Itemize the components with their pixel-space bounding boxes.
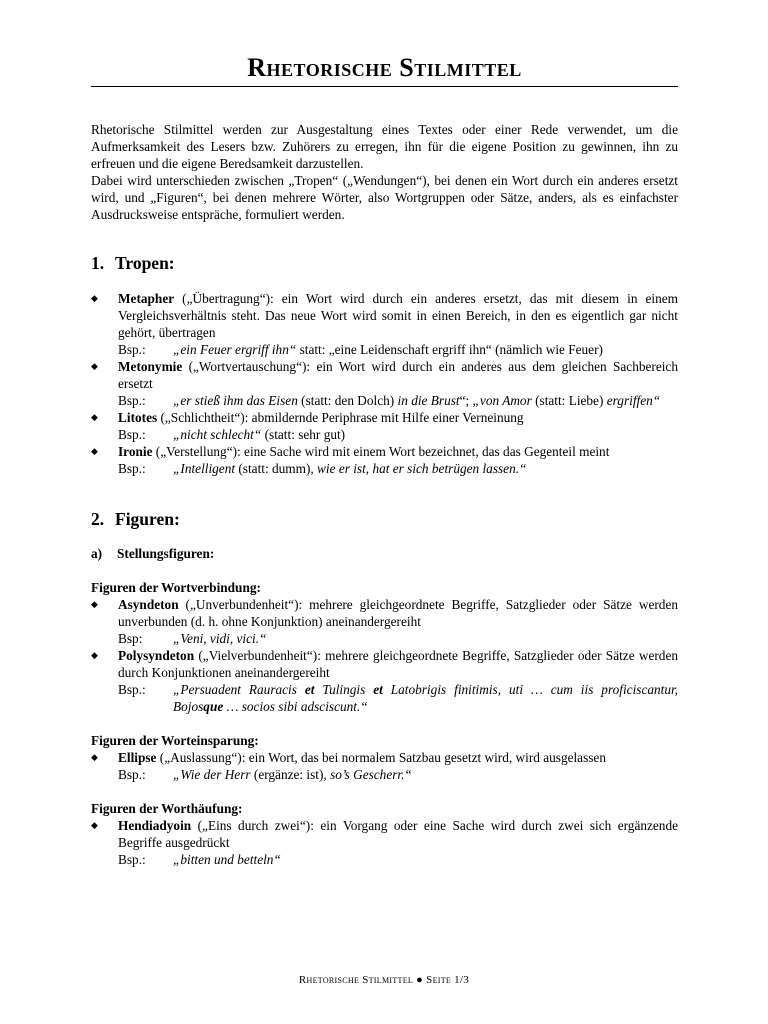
title-rule	[91, 86, 678, 87]
term: Asyndeton	[118, 597, 179, 612]
section-heading-tropen	[91, 253, 678, 273]
bullet-icon: ◆	[91, 446, 98, 456]
tropen-list	[91, 290, 678, 477]
term: Metonymie	[118, 359, 183, 374]
list-item-hendiadyoin	[91, 817, 678, 868]
term: Litotes	[118, 410, 158, 425]
example	[118, 766, 678, 783]
term: Hendiadyoin	[118, 818, 192, 833]
example-label: Bsp.:	[118, 461, 146, 476]
term: Polysyndeton	[118, 648, 195, 663]
example	[118, 851, 678, 868]
example-label: Bsp.:	[118, 767, 146, 782]
document-title: Rhetorische Stilmittel	[247, 53, 522, 82]
definition: („Wortvertauschung“): ein Wort wird durch ein anderes aus dem gleichen Sachbereich ersetzt	[118, 359, 678, 391]
definition: („Übertragung“): ein Wort wird durch ein anderes ersetzt, das mit diesem in einem Vergleichsverhältnis steht. Das neue Wort wird somit in einen Bereich, in den es eigentlich gar nicht gehört, übertragen	[118, 291, 678, 340]
list-item-ironie	[91, 443, 678, 477]
group-heading-wortverbindung: Figuren der Wortverbindung:	[91, 580, 261, 595]
example-label: Bsp.:	[118, 342, 146, 357]
section-number: 2.	[91, 509, 105, 529]
example-label: Bsp.:	[118, 393, 146, 408]
definition: („Auslassung“): ein Wort, das bei normalem Satzbau gesetzt wird, wird ausgelassen	[156, 750, 606, 765]
bullet-icon: ◆	[91, 361, 98, 371]
list-item-metapher	[91, 290, 678, 358]
example-text: „nicht schlecht“ (statt: sehr gut)	[173, 427, 346, 442]
worthaeufung-list	[91, 817, 678, 868]
example	[118, 630, 678, 647]
term: Ironie	[118, 444, 153, 459]
list-item-asyndeton	[91, 596, 678, 647]
list-item-metonymie	[91, 358, 678, 409]
subsection-title: Stellungsfiguren:	[117, 546, 215, 561]
example	[118, 341, 678, 358]
term: Ellipse	[118, 750, 157, 765]
example-text: „er stieß ihm das Eisen (statt: den Dolch) in die Brust“; „von Amor (statt: Liebe) ergriffen“	[173, 393, 661, 408]
section-title: Figuren:	[115, 509, 180, 529]
example	[118, 681, 678, 715]
term: Metapher	[118, 291, 175, 306]
section-number: 1.	[91, 253, 105, 273]
example-text: „Persuadent Rauracis et Tulingis et Latobrigis finitimis, uti … cum iis proficiscantur, Bojosque … socios sibi adsciscunt.“	[173, 682, 679, 714]
section-heading-figuren	[91, 509, 678, 529]
example-label: Bsp.:	[118, 682, 146, 697]
document-page	[91, 52, 678, 868]
footer-title: Rhetorische Stilmittel	[298, 974, 414, 986]
definition: („Vielverbundenheit“): mehrere gleichgeordnete Begriffe, Satzglieder oder Sätze werden durch Konjunktionen aneinandergereiht	[118, 648, 678, 680]
example	[118, 392, 678, 409]
bullet-icon: ◆	[91, 752, 98, 762]
list-item-ellipse	[91, 749, 678, 783]
footer-separator-icon: ●	[416, 974, 424, 986]
example	[118, 426, 678, 443]
bullet-icon: ◆	[91, 599, 98, 609]
intro	[91, 121, 678, 223]
definition: („Schlichtheit“): abmildernde Periphrase mit Hilfe einer Verneinung	[157, 410, 524, 425]
subsection-number: a)	[91, 546, 103, 561]
page-footer	[0, 974, 768, 986]
definition: („Verstellung“): eine Sache wird mit einem Wort bezeichnet, das das Gegenteil meint	[152, 444, 610, 459]
example-text: „Intelligent (statt: dumm), wie er ist, hat er sich betrügen lassen.“	[173, 461, 527, 476]
subsection-heading-stellungsfiguren	[91, 545, 678, 562]
list-item-litotes	[91, 409, 678, 443]
page-number: Seite 1/3	[426, 974, 470, 986]
worteinsparung-list	[91, 749, 678, 783]
example-label: Bsp:	[118, 631, 143, 646]
example-label: Bsp.:	[118, 852, 146, 867]
example-text: „Veni, vidi, vici.“	[173, 631, 267, 646]
example-text: „bitten und betteln“	[173, 852, 281, 867]
definition: („Unverbundenheit“): mehrere gleichgeordnete Begriffe, Satzglieder oder Sätze werden unverbunden (d. h. ohne Konjunktion) aneinandergereiht	[118, 597, 678, 629]
list-item-polysyndeton	[91, 647, 678, 715]
example-label: Bsp.:	[118, 427, 146, 442]
intro-paragraph-2: Dabei wird unterschieden zwischen „Tropen“ („Wendungen“), bei denen ein Wort durch ein anderes ersetzt wird, und „Figuren“, bei denen mehrere Wörter, also Wortgruppen oder Sätze, anders, als es einfachster Ausdrucksweise entspräche, formuliert werden.	[91, 173, 678, 222]
example-text: „ein Feuer ergriff ihn“ statt: „eine Leidenschaft ergriff ihn“ (nämlich wie Feuer)	[173, 342, 603, 357]
definition: („Eins durch zwei“): ein Vorgang oder eine Sache wird durch zwei sich ergänzende Begriffe ausgedrückt	[118, 818, 678, 850]
group-heading-worthaeufung: Figuren der Worthäufung:	[91, 801, 243, 816]
wortverbindung-list	[91, 596, 678, 715]
example	[118, 460, 678, 477]
bullet-icon: ◆	[91, 293, 98, 303]
example-text: „Wie der Herr (ergänze: ist), so’s Gescherr.“	[173, 767, 412, 782]
section-title: Tropen:	[115, 253, 175, 273]
bullet-icon: ◆	[91, 412, 98, 422]
intro-paragraph-1: Rhetorische Stilmittel werden zur Ausgestaltung eines Textes oder einer Rede verwendet, um die Aufmerksamkeit des Lesers bzw. Zuhörers zu erregen, ihn für die eigene Position zu gewinnen, ihn zu erfreuen und die eigene Beredsamkeit darzustellen.	[91, 122, 678, 171]
bullet-icon: ◆	[91, 820, 98, 830]
bullet-icon: ◆	[91, 650, 98, 660]
group-heading-worteinsparung: Figuren der Worteinsparung:	[91, 733, 259, 748]
